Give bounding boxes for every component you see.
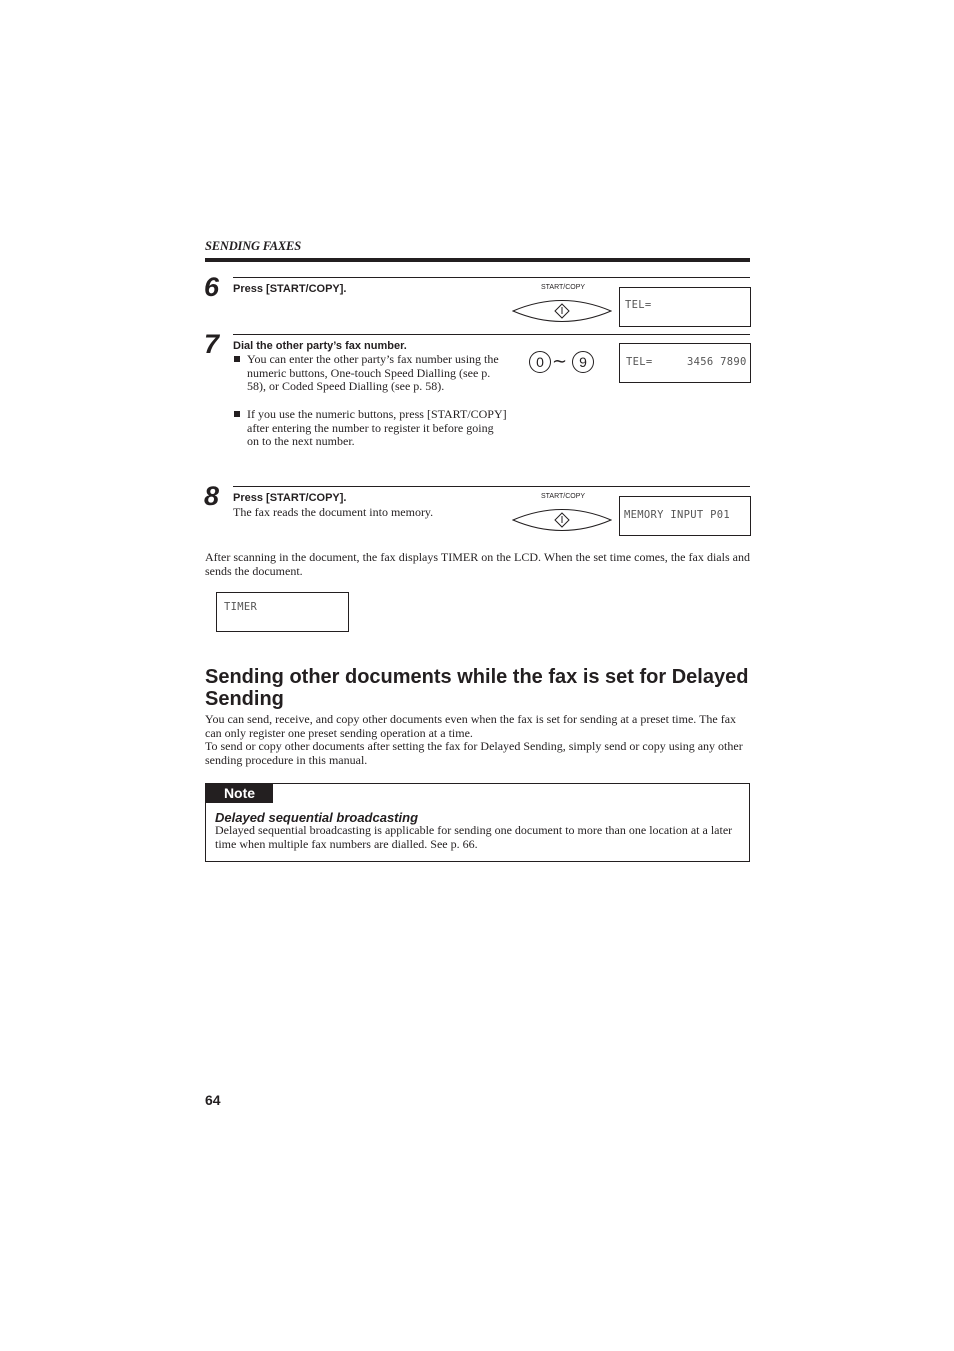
step-7-title: Dial the other party’s fax number.	[233, 340, 407, 352]
note-label: Note	[206, 784, 273, 803]
step-divider	[233, 277, 750, 278]
numeric-key-0-icon: 0	[529, 351, 551, 373]
lcd-text: TIMER	[224, 601, 258, 613]
range-tilde: ∼	[552, 351, 568, 371]
page-number: 64	[205, 1092, 221, 1108]
step-number-8: 8	[204, 481, 220, 511]
lcd-text: MEMORY INPUT P01	[624, 509, 730, 521]
section-paragraph: You can send, receive, and copy other documents even when the fax is set for sending at a preset time. The fax can only register one preset sending operation at a time.	[205, 712, 737, 740]
start-copy-button-icon	[512, 296, 612, 326]
bullet-square-icon	[234, 356, 240, 362]
lcd-display	[619, 343, 751, 383]
step-8-title: Press [START/COPY].	[233, 492, 347, 504]
bullet-item: You can enter the other party’s fax number using the numeric buttons, One-touch Speed Dialling (see p. 58), or Coded Speed Dialling (see p. 58).	[233, 353, 507, 394]
start-copy-button-label: START/COPY	[541, 284, 586, 291]
step-8-description: The fax reads the document into memory.	[233, 505, 434, 519]
start-copy-button-icon	[512, 505, 612, 535]
note-body: Delayed sequential broadcasting is applicable for sending one document to more than one location at a later time when multiple fax numbers are dialled. See p. 66.	[215, 823, 733, 851]
start-copy-button-label: START/COPY	[541, 493, 586, 500]
after-scanning-paragraph: After scanning in the document, the fax displays TIMER on the LCD. When the set time comes, the fax dials and sends the document.	[205, 550, 750, 578]
lcd-display	[619, 496, 751, 536]
step-divider	[233, 486, 750, 487]
note-box	[205, 783, 750, 862]
step-divider	[233, 334, 750, 335]
lcd-display	[619, 287, 751, 327]
section-paragraph: To send or copy other documents after setting the fax for Delayed Sending, simply send or copy using any other sending procedure in this manual.	[205, 739, 743, 767]
lcd-fax-number: 3456 7890	[687, 356, 747, 368]
bullet-item: If you use the numeric buttons, press [START/COPY] after entering the number to register it before going on to the next number.	[233, 408, 507, 449]
step-number-6: 6	[204, 272, 220, 302]
note-title: Delayed sequential broadcasting	[215, 810, 419, 825]
section-heading: Sending other documents while the fax is set for Delayed Sending	[205, 666, 749, 710]
header-rule	[205, 258, 750, 262]
bullet-square-icon	[234, 411, 240, 417]
step-number-7: 7	[204, 329, 220, 359]
timer-lcd-display	[216, 592, 349, 632]
numeric-key-9-icon: 9	[572, 351, 594, 373]
section-header: SENDING FAXES	[205, 239, 301, 253]
step-6-title: Press [START/COPY].	[233, 283, 347, 295]
lcd-label: TEL=	[626, 356, 653, 368]
lcd-text: TEL=	[625, 299, 652, 311]
